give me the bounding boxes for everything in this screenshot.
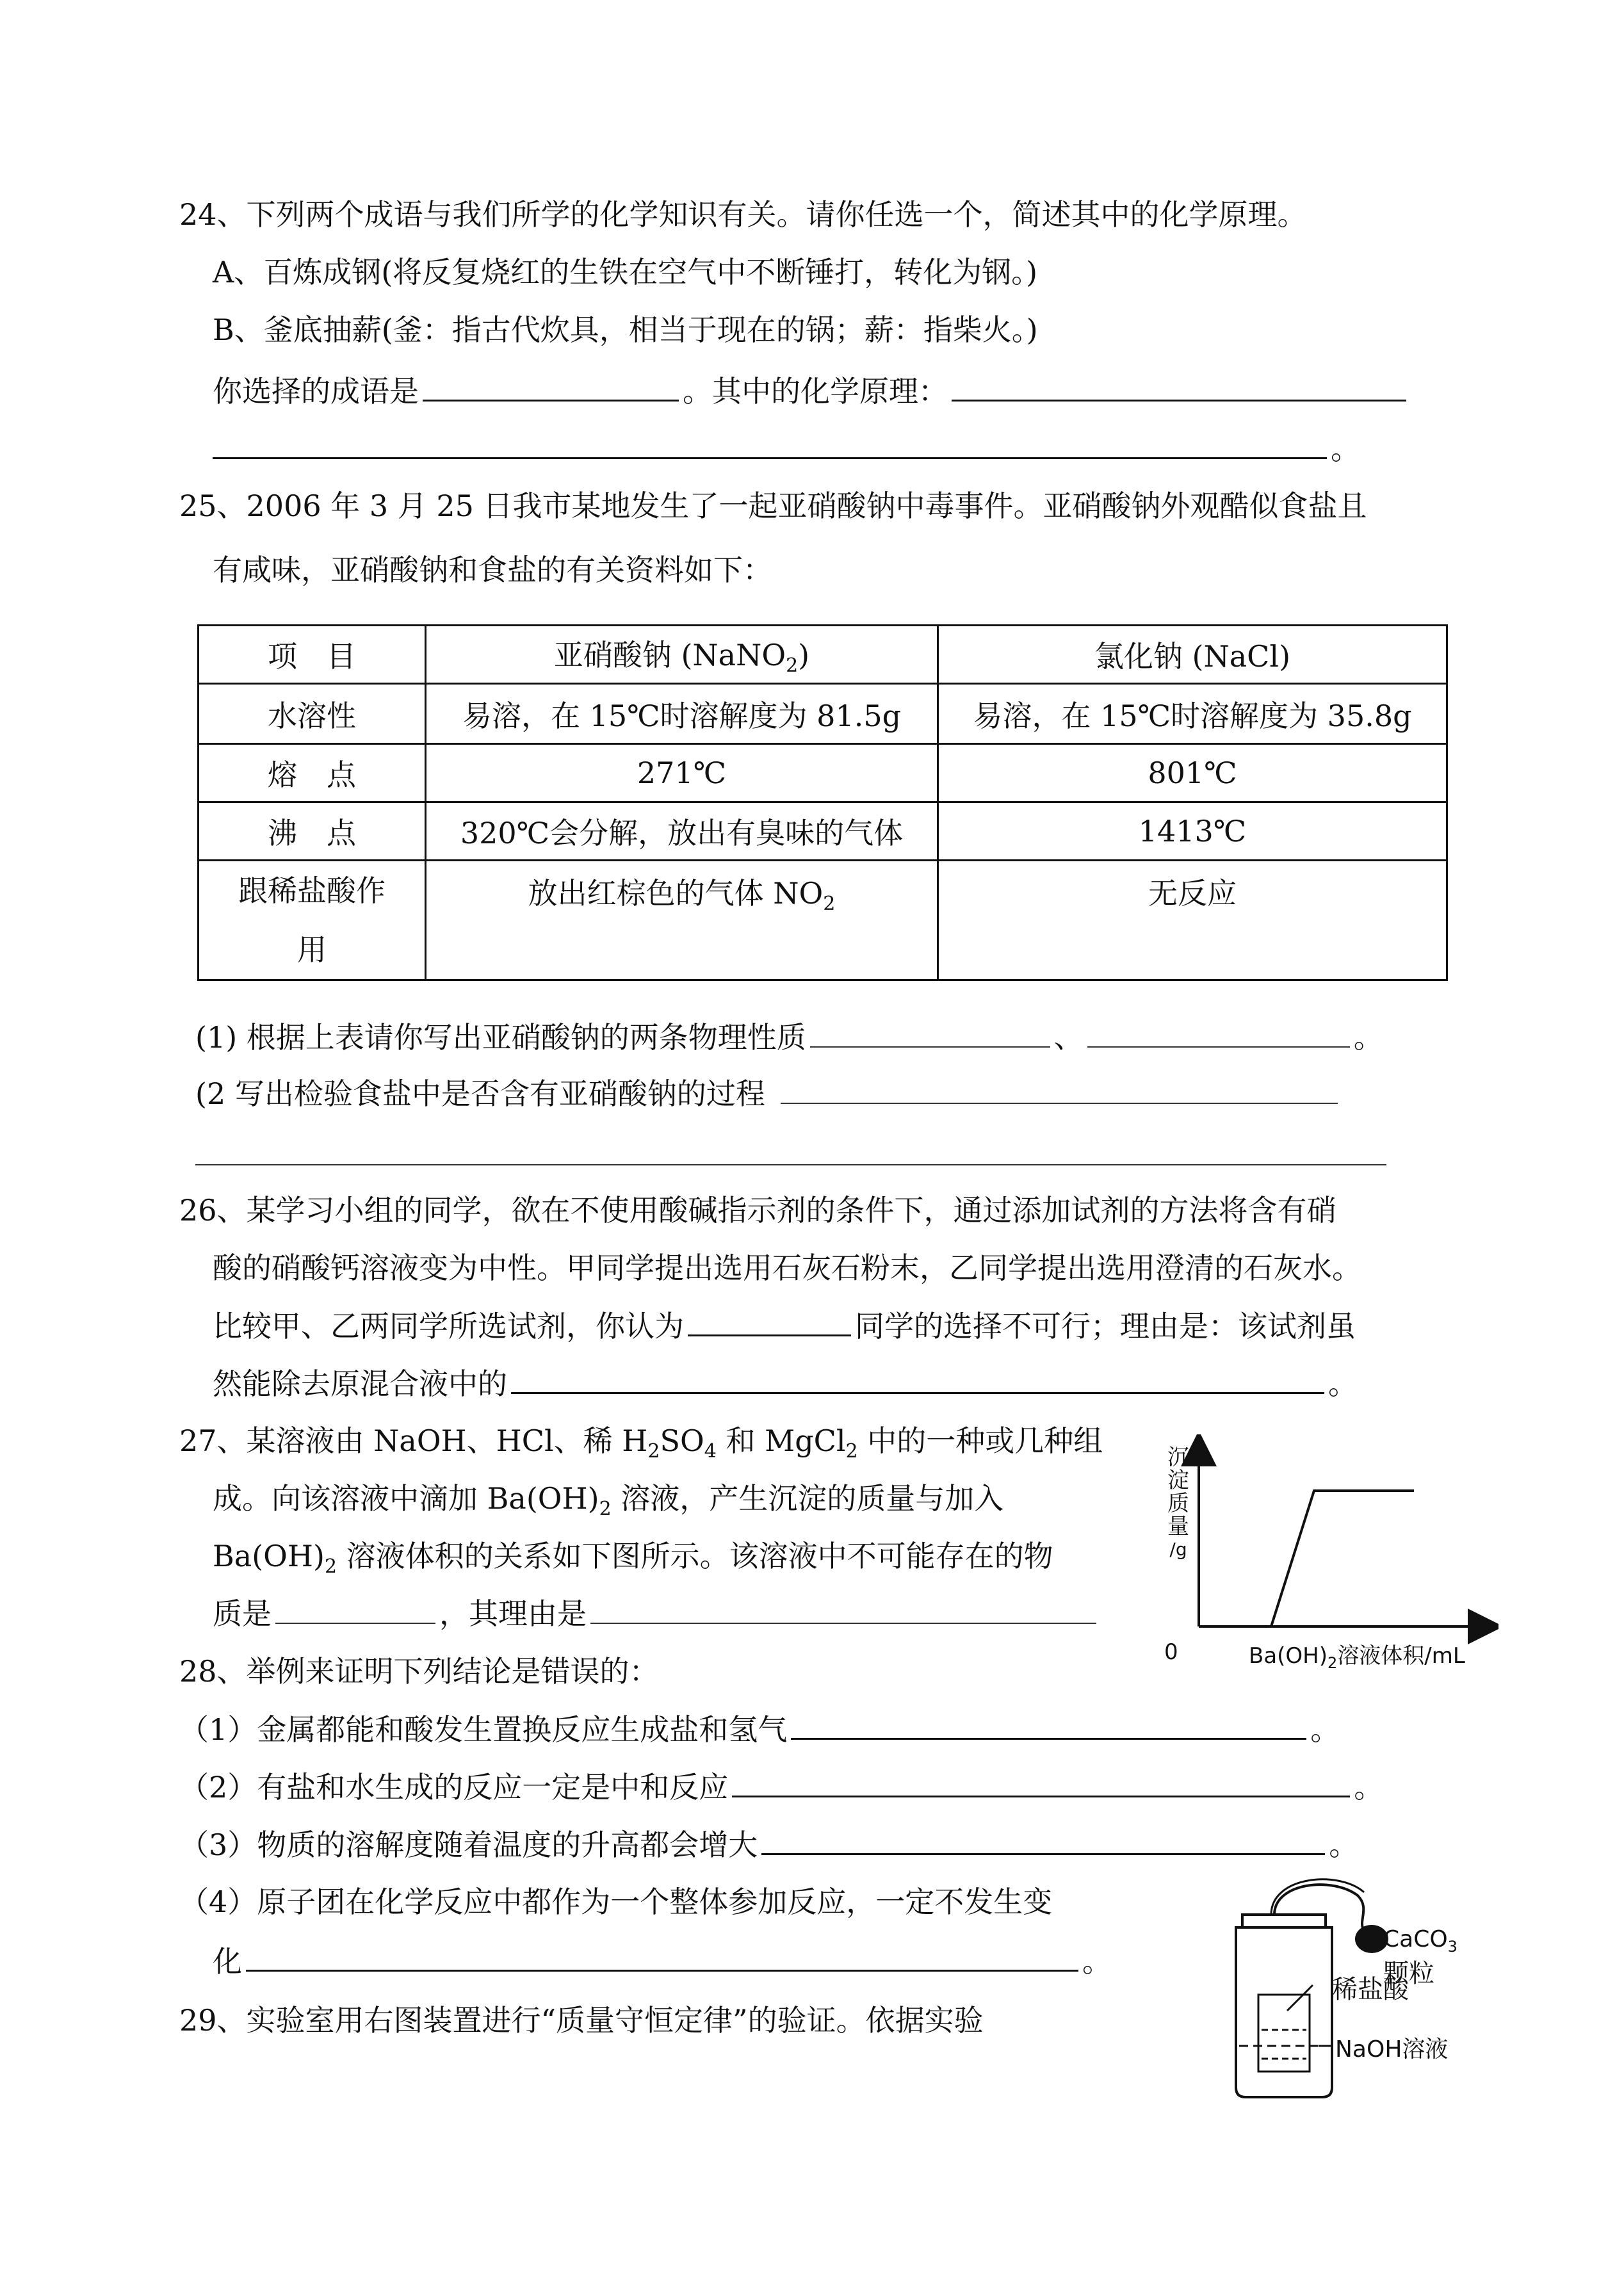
table-header-item: 项 目 (199, 626, 426, 684)
table-row (199, 626, 1447, 684)
q28-item-4: （4）原子团在化学反应中都作为一个整体参加反应，一定不发生变 (179, 1885, 1053, 1919)
q26-reason-blank[interactable] (511, 1364, 1324, 1394)
q24-answer-line-2 (213, 429, 1360, 468)
table-row (199, 744, 1447, 802)
q28-blank-1[interactable] (791, 1710, 1306, 1740)
caco3-label: CaCO$_3$ (1383, 1926, 1458, 1956)
q24-idiom-blank[interactable] (423, 371, 679, 401)
table-cell: 320℃会分解，放出有臭味的气体 (426, 802, 938, 861)
graph-origin-label: 0 (1164, 1639, 1178, 1665)
table-cell: 无反应 (938, 861, 1447, 980)
q24-ask2: 。其中的化学原理： (683, 374, 948, 409)
table-cell: 271℃ (426, 744, 938, 802)
q24-end: 。 (1331, 432, 1360, 466)
q26-line-3: 比较甲、乙两同学所选试剂，你认为 同学的选择不可行；理由是：该试剂虽 (213, 1306, 1356, 1345)
acid-label: 稀盐酸 (1332, 1975, 1409, 2004)
q24-title: 24、下列两个成语与我们所学的化学知识有关。请你任选一个，简述其中的化学原理。 (179, 197, 1307, 232)
naoh-label: NaOH溶液 (1335, 2036, 1449, 2063)
q28-blank-4[interactable] (246, 1942, 1078, 1972)
q26-line-1: 26、某学习小组的同学，欲在不使用酸碱指示剂的条件下，通过添加试剂的方法将含有硝 (179, 1193, 1336, 1228)
q28-item-4-cont: 化 。 (213, 1942, 1112, 1981)
q25-property-blank-1[interactable] (810, 1018, 1050, 1048)
q28-item-1: （1）金属都能和酸发生置换反应生成盐和氢气 。 (179, 1710, 1340, 1749)
q24-principle-blank[interactable] (952, 371, 1406, 401)
table-row (199, 684, 1447, 744)
graph-curve (1271, 1491, 1414, 1626)
table-cell: 1413℃ (938, 802, 1447, 861)
graph-x-label: $Ba(OH)_2$溶液体积/mL (1249, 1643, 1465, 1672)
apparatus-figure (1204, 1876, 1473, 2126)
table-row (199, 861, 1447, 980)
table-cell: 易溶，在 15℃时溶解度为 81.5g (426, 684, 938, 744)
q25-property-blank-2[interactable] (1087, 1018, 1350, 1048)
q25-sub-2: (2 写出检验食盐中是否含有亚硝酸钠的过程 (195, 1075, 1342, 1113)
q24-ask1: 你选择的成语是 (213, 374, 419, 409)
q27-line-3: $Ba(OH)_2$ 溶液体积的关系如下图所示。该溶液中不可能存在的物 (213, 1539, 1053, 1578)
table-cell: 水溶性 (199, 684, 426, 744)
q28-item-3: （3）物质的溶解度随着温度的升高都会增大 。 (179, 1825, 1358, 1864)
q24-principle-blank-2[interactable] (213, 429, 1327, 459)
q27-line-2: 成。向该溶液中滴加 $Ba(OH)_2$ 溶液，产生沉淀的质量与加入 (213, 1481, 1004, 1521)
q24-option-a: A、百炼成钢(将反复烧红的生铁在空气中不断锤打，转化为钢。) (213, 255, 1038, 289)
q24-answer-line (213, 371, 1410, 410)
q28-item-2: （2）有盐和水生成的反应一定是中和反应 。 (179, 1767, 1383, 1806)
table-cell: 易溶，在 15℃时溶解度为 35.8g (938, 684, 1447, 744)
q26-student-blank[interactable] (688, 1306, 851, 1336)
q27-line-4: 质是 ，其理由是 (213, 1594, 1100, 1633)
table-header-nano2: 亚硝酸钠 (NaNO$_2$) (426, 626, 938, 684)
q25-procedure-blank-2[interactable] (195, 1164, 1386, 1165)
q28-blank-2[interactable] (732, 1767, 1350, 1797)
q25-line-1: 25、2006 年 3 月 25 日我市某地发生了一起亚硝酸钠中毒事件。亚硝酸钠外观酷似食盐且 (179, 489, 1367, 523)
table-cell: 熔 点 (199, 744, 426, 802)
table-cell: 放出红棕色的气体 $NO_2$ (426, 861, 938, 980)
table-header-nacl: 氯化钠 (NaCl) (938, 626, 1447, 684)
q27-line-1: 27、某溶液由 NaOH、HCl、稀 $H_2SO_4$ 和 MgCl$_2$ 中的一种或几种组 (179, 1423, 1103, 1463)
q25-procedure-blank[interactable] (781, 1075, 1338, 1104)
q25-sub-1: (1) 根据上表请你写出亚硝酸钠的两条物理性质 、 。 (195, 1018, 1383, 1057)
q27-substance-blank[interactable] (275, 1594, 435, 1624)
comparison-table (197, 624, 1448, 981)
table-cell: 沸 点 (199, 802, 426, 861)
table-row (199, 802, 1447, 861)
q27-reason-blank[interactable] (590, 1594, 1096, 1624)
q28-title: 28、举例来证明下列结论是错误的： (179, 1654, 659, 1689)
q24-option-b: B、釜底抽薪(釜：指古代炊具，相当于现在的锅；薪：指柴火。) (213, 312, 1038, 347)
graph-y-label: 沉 淀 质 量 /g (1167, 1445, 1189, 1560)
q26-line-4: 然能除去原混合液中的 。 (213, 1364, 1358, 1403)
q26-line-2: 酸的硝酸钙溶液变为中性。甲同学提出选用石灰石粉末，乙同学提出选用澄清的石灰水。 (213, 1251, 1361, 1285)
q25-line-2: 有咸味，亚硝酸钠和食盐的有关资料如下： (213, 553, 772, 587)
precipitate-graph (1153, 1434, 1498, 1678)
q29-line-1: 29、实验室用右图装置进行“质量守恒定律”的验证。依据实验 (179, 2003, 984, 2038)
table-cell: 801℃ (938, 744, 1447, 802)
granule-label: 颗粒 (1383, 1959, 1434, 1988)
table-cell: 跟稀盐酸作 用 (199, 861, 426, 980)
q28-blank-3[interactable] (761, 1825, 1325, 1855)
